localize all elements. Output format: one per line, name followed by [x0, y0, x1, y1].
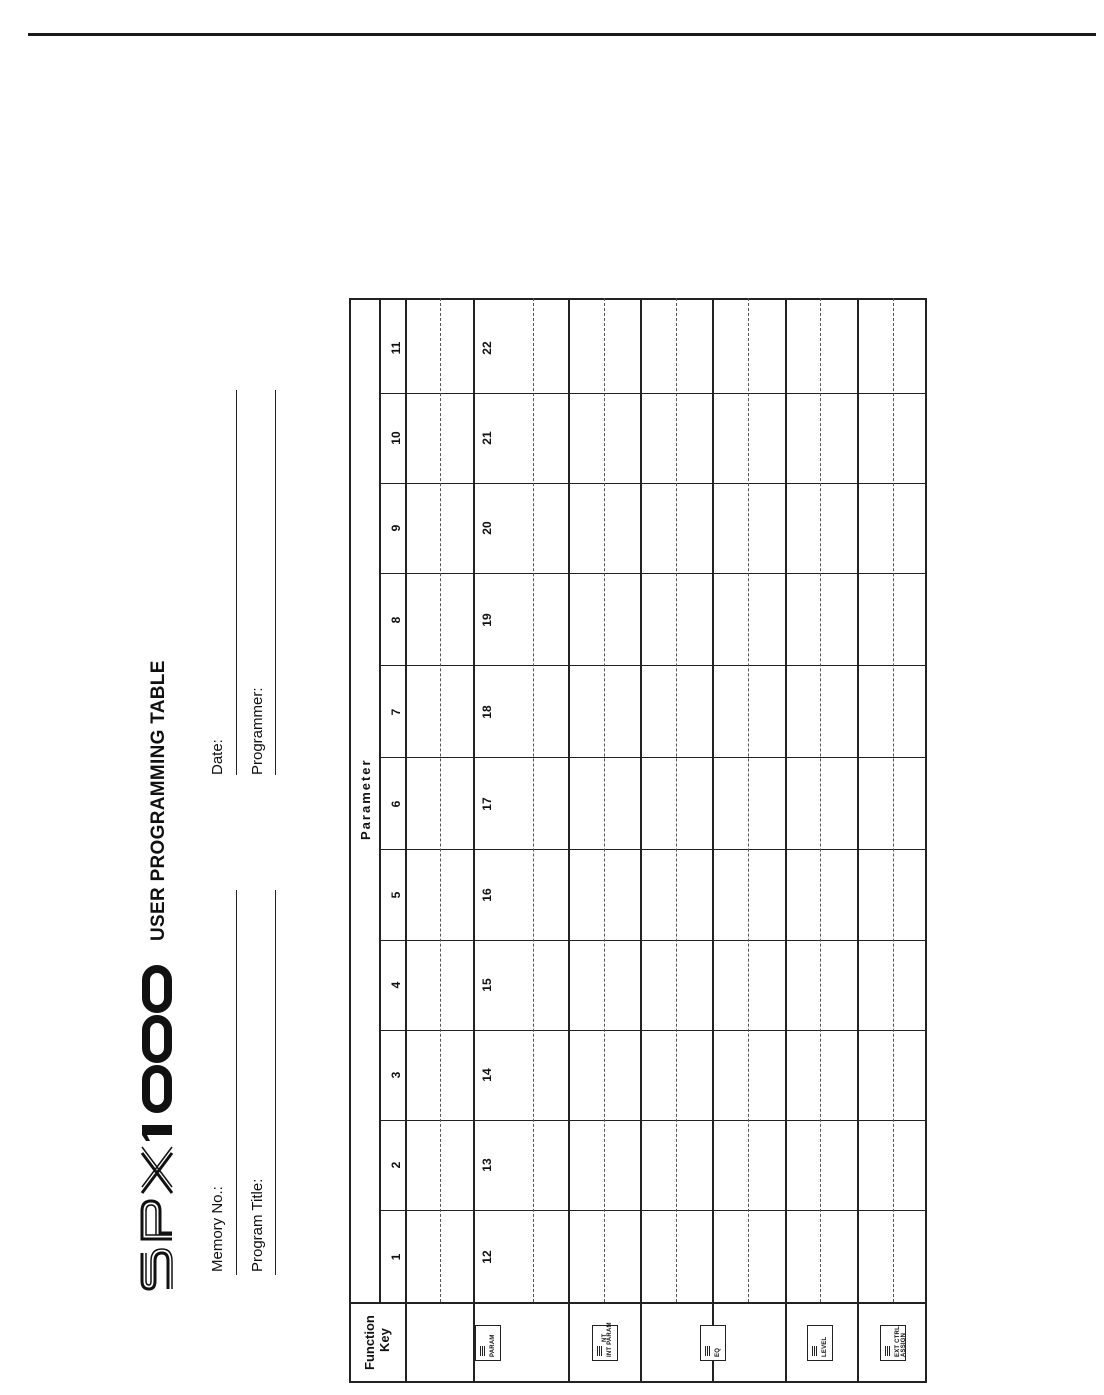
- parameter-column-divider: [379, 483, 927, 484]
- function-key-column-separator: [349, 1302, 927, 1304]
- parameter-number: 13: [480, 1158, 494, 1172]
- function-key-level[interactable]: [807, 1325, 833, 1361]
- row-divider: [640, 298, 642, 1383]
- key-indicator-bar: [812, 1346, 813, 1356]
- parameter-number: 10: [389, 431, 403, 445]
- parameter-number: 1: [389, 1253, 403, 1261]
- function-key-label: EQ: [715, 1347, 721, 1357]
- function-key-header: [362, 1315, 392, 1370]
- program-title-line[interactable]: [275, 890, 276, 1275]
- key-indicator-bar: [709, 1346, 710, 1356]
- row-divider: [568, 298, 570, 1383]
- key-indicator-bar: [482, 1346, 483, 1356]
- parameter-number: 16: [480, 888, 494, 902]
- row-dashed-divider: [604, 298, 605, 1302]
- function-key-label: EXT CTRL: [895, 1326, 901, 1357]
- parameter-number: 9: [389, 524, 403, 532]
- parameter-number: 15: [480, 978, 494, 992]
- key-indicator-bar: [480, 1346, 481, 1356]
- key-indicator-bar: [814, 1346, 815, 1356]
- parameter-column-divider: [379, 1120, 927, 1121]
- key-indicator-bar: [889, 1346, 890, 1356]
- top-rule: [28, 33, 1096, 36]
- memory-no-line[interactable]: [236, 890, 237, 1275]
- parameter-number: 7: [389, 708, 403, 716]
- parameter-header-separator: [379, 298, 381, 1304]
- programmer-label: Programmer:: [249, 687, 266, 775]
- function-key-label: LEVEL: [822, 1336, 828, 1357]
- parameter-number: 17: [480, 797, 494, 811]
- key-indicator-bar: [816, 1346, 817, 1356]
- key-indicator-bar: [887, 1346, 888, 1356]
- programming-table: [349, 298, 927, 1383]
- parameter-number: 6: [389, 800, 403, 808]
- row-divider: [405, 298, 407, 1383]
- parameter-column-divider: [379, 757, 927, 758]
- parameter-number: 5: [389, 891, 403, 899]
- row-dashed-divider: [533, 298, 534, 1302]
- parameter-column-divider: [379, 1030, 927, 1031]
- title-block: [125, 660, 172, 1293]
- date-label: Date:: [209, 739, 226, 775]
- row-divider: [712, 298, 714, 1383]
- memory-no-label: Memory No.:: [209, 1186, 226, 1272]
- parameter-number: 22: [480, 341, 494, 355]
- function-key-param[interactable]: [475, 1325, 501, 1361]
- function-key-ext-ctrl-assign[interactable]: [880, 1325, 906, 1361]
- parameter-number: 4: [389, 981, 403, 989]
- key-indicator-bar: [885, 1346, 886, 1356]
- parameter-number: 11: [389, 341, 403, 355]
- row-dashed-divider: [748, 298, 749, 1302]
- row-divider: [785, 298, 787, 1383]
- parameter-number: 14: [480, 1068, 494, 1082]
- key-indicator-bar: [601, 1346, 602, 1356]
- spx1000-logo: [125, 953, 172, 1293]
- parameter-column-divider: [379, 665, 927, 666]
- row-divider: [857, 298, 859, 1383]
- parameter-number: 3: [389, 1071, 403, 1079]
- parameter-number: 12: [480, 1250, 494, 1264]
- logo-text: SPX1000: [125, 1225, 142, 1293]
- parameter-number: 18: [480, 705, 494, 719]
- key-indicator-bar: [707, 1346, 708, 1356]
- key-indicator-bar: [705, 1346, 706, 1356]
- function-header-line2: Key: [377, 1328, 392, 1352]
- parameter-number: 21: [480, 431, 494, 445]
- key-indicator-bar: [484, 1346, 485, 1356]
- parameter-number: 2: [389, 1161, 403, 1169]
- function-key-label: PARAM: [490, 1334, 496, 1357]
- program-title-label: Program Title:: [249, 1178, 266, 1272]
- function-key-int-param[interactable]: [592, 1322, 618, 1361]
- parameter-column-divider: [379, 849, 927, 850]
- parameter-number: 19: [480, 613, 494, 627]
- parameter-column-divider: [379, 940, 927, 941]
- function-key-eq[interactable]: [700, 1325, 726, 1361]
- parameter-column-divider: [379, 393, 927, 394]
- function-key-prefix: NT: [602, 1333, 608, 1342]
- row-dashed-divider: [820, 298, 821, 1302]
- programmer-line[interactable]: [275, 390, 276, 775]
- date-line[interactable]: [236, 390, 237, 775]
- row-dashed-divider: [676, 298, 677, 1302]
- parameter-number: 20: [480, 521, 494, 535]
- parameter-column-divider: [379, 1210, 927, 1211]
- parameter-column-divider: [379, 573, 927, 574]
- row-dashed-divider: [440, 298, 441, 1302]
- function-key-label-2: ASSIGN: [901, 1332, 907, 1357]
- function-header-line1: Function: [362, 1315, 377, 1370]
- row-divider: [473, 298, 475, 1383]
- parameter-number: 8: [389, 616, 403, 624]
- function-key-label: INT PARAM: [607, 1322, 613, 1357]
- key-indicator-bar: [597, 1346, 598, 1356]
- parameter-header: Parameter: [358, 758, 373, 840]
- page-title: USER PROGRAMMING TABLE: [148, 660, 169, 941]
- row-dashed-divider: [893, 298, 894, 1302]
- key-indicator-bar: [599, 1346, 600, 1356]
